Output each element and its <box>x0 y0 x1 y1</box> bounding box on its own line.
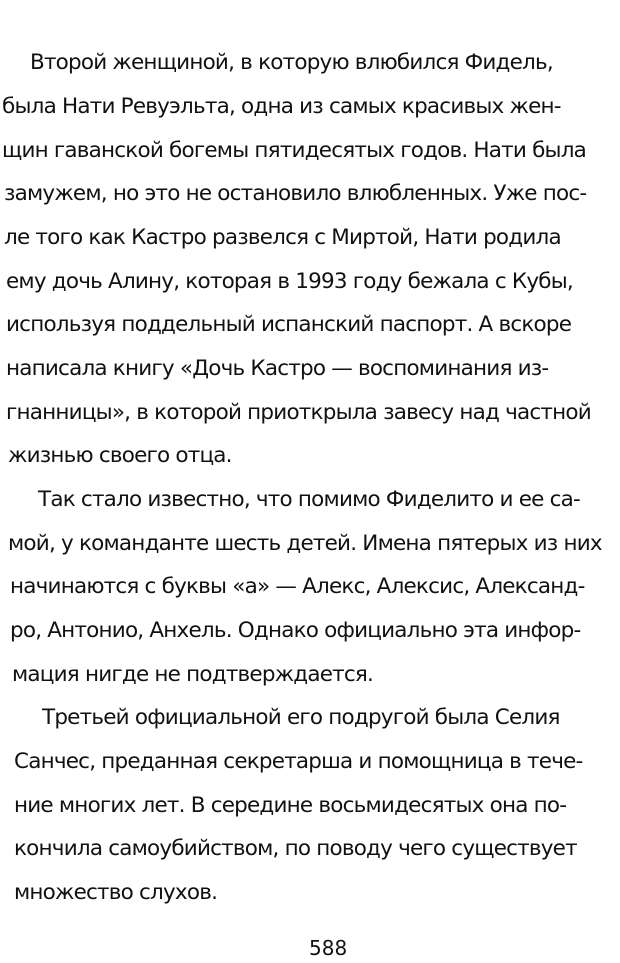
text-line: щин гаванской богемы пятидесятых годов. Нати была <box>2 138 587 163</box>
text-line: мация нигде не подтверждается. <box>12 662 374 687</box>
text-line: жизнью своего отца. <box>8 443 232 468</box>
text-line: написала книгу «Дочь Кастро — воспоминания из- <box>6 356 549 381</box>
text-line: ему дочь Алину, которая в 1993 году бежала с Кубы, <box>6 269 573 294</box>
text-line: Третьей официальной его подругой была Селия <box>42 705 560 730</box>
text-line: гнанницы», в которой приоткрыла завесу над частной <box>6 400 591 425</box>
text-line: ние многих лет. В середине восьмидесятых она по- <box>14 793 567 818</box>
text-line: используя поддельный испанский паспорт. А вскоре <box>6 312 572 337</box>
text-line: ро, Антонио, Анхель. Однако официально эта инфор- <box>10 618 581 643</box>
page-number: 588 <box>309 936 348 960</box>
text-line: Второй женщиной, в которую влюбился Фидель, <box>30 50 553 75</box>
text-line: замужем, но это не остановило влюбленных. Уже пос- <box>4 181 587 206</box>
text-line: была Нати Ревуэльта, одна из самых красивых жен- <box>2 94 561 119</box>
text-line: кончила самоубийством, по поводу чего существует <box>14 836 577 861</box>
text-line: начинаются с буквы «а» — Алекс, Алексис, Александ- <box>10 574 585 599</box>
text-line: Так стало известно, что помимо Фиделито и ее са- <box>38 487 580 512</box>
text-line: ле того как Кастро развелся с Миртой, Нати родила <box>4 225 561 250</box>
text-line: Санчес, преданная секретарша и помощница в тече- <box>14 749 583 774</box>
text-line: множество слухов. <box>14 880 218 905</box>
text-line: мой, у команданте шесть детей. Имена пятерых из них <box>8 531 602 556</box>
